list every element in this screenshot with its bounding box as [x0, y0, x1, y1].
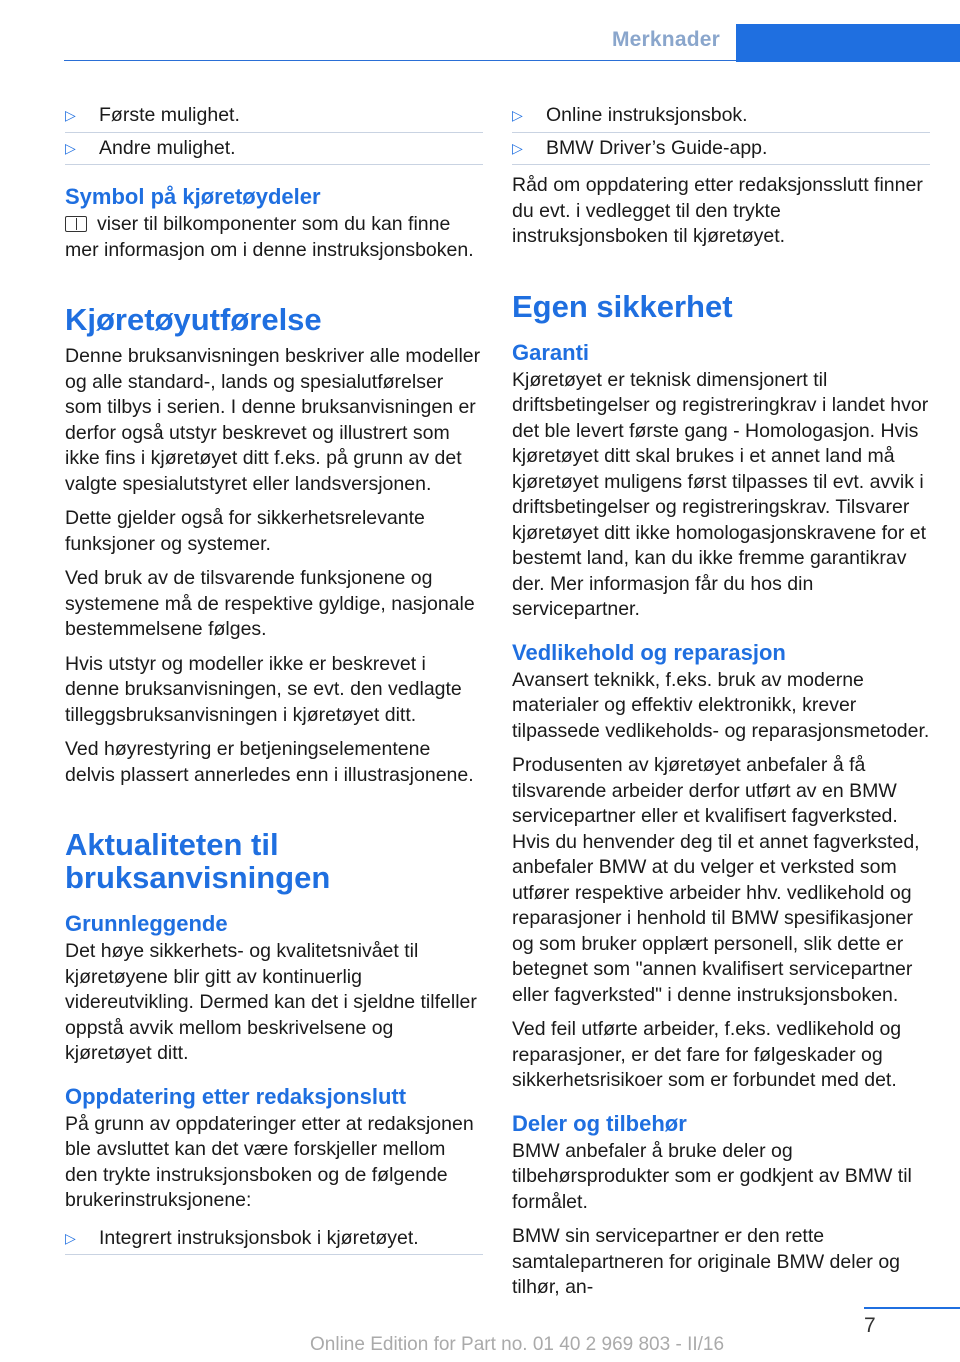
- triangle-bullet-icon: ▷: [512, 107, 523, 123]
- book-icon: [65, 216, 87, 232]
- bullet-list: [512, 100, 930, 165]
- heading: Aktualiteten til bruksanvisningen: [65, 827, 331, 895]
- paragraph: Ved feil utførte arbeider, f.eks. vedlikehold og reparasjoner, er det fare for følgeskader og sikkerhetsrisikoer som er forbundet med det.: [512, 1018, 902, 1091]
- paragraph: Ved høyrestyring er betjeningselementene delvis plassert annerledes enn i illustrasjonene.: [65, 738, 474, 786]
- paragraph: viser til bilkomponenter som du kan finne mer informasjon om i denne instruksjonsboken.: [65, 213, 474, 261]
- left-column: [65, 100, 483, 1263]
- list-item: ▷ Integrert instruksjonsbok i kjøretøyet.: [65, 1223, 483, 1256]
- section-title: Merknader: [611, 28, 720, 51]
- bullet-list: [65, 1223, 483, 1256]
- paragraph: Denne bruksanvisningen beskriver alle modeller og alle standard-, lands og spesialutførelser som tilbys i serien. I denne bruksanvisningen er derfor også utstyr beskrevet og illustrert som ikke fins i kjøretøyet ditt f.eks. på grunn av det valgte spesialutstyret eller landsversjonen.: [65, 345, 481, 495]
- subheading: Grunnleggende: [65, 911, 228, 936]
- triangle-bullet-icon: ▷: [65, 1229, 76, 1246]
- header-accent-block: [736, 24, 960, 62]
- subheading: Symbol på kjøretøydeler: [65, 184, 321, 209]
- subheading: Deler og tilbehør: [512, 1110, 687, 1136]
- triangle-bullet-icon: ▷: [65, 139, 76, 156]
- paragraph: Råd om oppdatering etter redaksjonsslutt finner du evt. i vedlegget til den trykte instruksjonsboken til kjøretøyet.: [512, 174, 923, 247]
- list-item: ▷ BMW Driver’s Guide-app.: [512, 133, 930, 166]
- paragraph: Produsenten av kjøretøyet anbefaler å få tilsvarende arbeider derfor utført av en BMW servicepartner eller et kvalifisert fagverksted. Hvis du henvender deg til et annet fagverksted, anbefaler BMW at du velger et verksted som utfører respektive arbeider hhv. vedlikehold og reparasjoner i henhold til BMW spesifikasjoner og som bruker opplært personell, slik dette er betegnet som "annen kvalifisert servicepartner eller fagverksted" i denne instruksjonsboken.: [512, 754, 920, 1006]
- paragraph: Dette gjelder også for sikkerhetsrelevante funksjoner og systemer.: [65, 507, 425, 555]
- paragraph: På grunn av oppdateringer etter at redaksjonen ble avsluttet kan det være forskjeller mellom den trykte instruksjonsboken og de følgende brukerinstruksjonene:: [65, 1112, 474, 1211]
- subheading: Garanti: [512, 339, 590, 365]
- paragraph: Ved bruk av de tilsvarende funksjonene og systemene må de respektive gyldige, nasjonale bestemmelsene følges.: [65, 567, 475, 640]
- edition-note: Online Edition for Part no. 01 40 2 969 803 - II/16: [310, 1334, 725, 1355]
- paragraph: BMW sin servicepartner er den rette samtalepartneren for originale BMW deler og tilhør, an-: [512, 1225, 901, 1298]
- paragraph: Det høye sikkerhets- og kvalitetsnivået til kjøretøyene blir gitt av kontinuerlig videreutvikling. Dermed kan det i sjeldne tilfeller oppstå avvik mellom beskrivelsene og kjøretøyet ditt.: [65, 940, 477, 1064]
- list-item: ▷ Andre mulighet.: [65, 133, 483, 166]
- heading: Kjøretøyutførelse: [65, 302, 322, 337]
- subheading: Oppdatering etter redaksjonslutt: [65, 1083, 407, 1109]
- page-number: 7: [864, 1314, 876, 1337]
- subheading: Vedlikehold og reparasjon: [512, 639, 786, 665]
- list-item: ▷ Første mulighet.: [65, 100, 483, 133]
- paragraph: BMW anbefaler å bruke deler og tilbehørsprodukter som er godkjent av BMW til formålet.: [512, 1139, 912, 1213]
- heading: Egen sikkerhet: [512, 288, 733, 324]
- right-column: [512, 100, 930, 1310]
- header-rule: [64, 60, 736, 61]
- bullet-list: [65, 100, 483, 165]
- footer-rule: [864, 1307, 960, 1309]
- triangle-bullet-icon: ▷: [512, 139, 523, 156]
- triangle-bullet-icon: ▷: [65, 107, 76, 123]
- paragraph: Kjøretøyet er teknisk dimensjonert til driftsbetingelser og registreringkrav i landet hvor det ble levert første gang - Homologasjon. Hvis kjøretøyet ditt skal brukes i et annet land må kjøretøyet muligens først tilpasses til evt. avvik i driftsbetingelser og registreringskrav. Tilsvarer kjøretøyet ditt ikke homologasjonskravene for et bestemt land, kan du ikke fremme garantikrav der. Mer informasjon får du hos din servicepartner.: [512, 368, 929, 620]
- paragraph: Hvis utstyr og modeller ikke er beskrevet i denne bruksanvisningen, se evt. den vedlagte tilleggsbruksanvisningen i kjøretøyet ditt.: [65, 652, 462, 726]
- paragraph: Avansert teknikk, f.eks. bruk av moderne materialer og effektiv elektronikk, krever tilpassede vedlikeholds- og reparasjonsmetoder.: [512, 668, 930, 742]
- list-item: ▷ Online instruksjonsbok.: [512, 100, 930, 133]
